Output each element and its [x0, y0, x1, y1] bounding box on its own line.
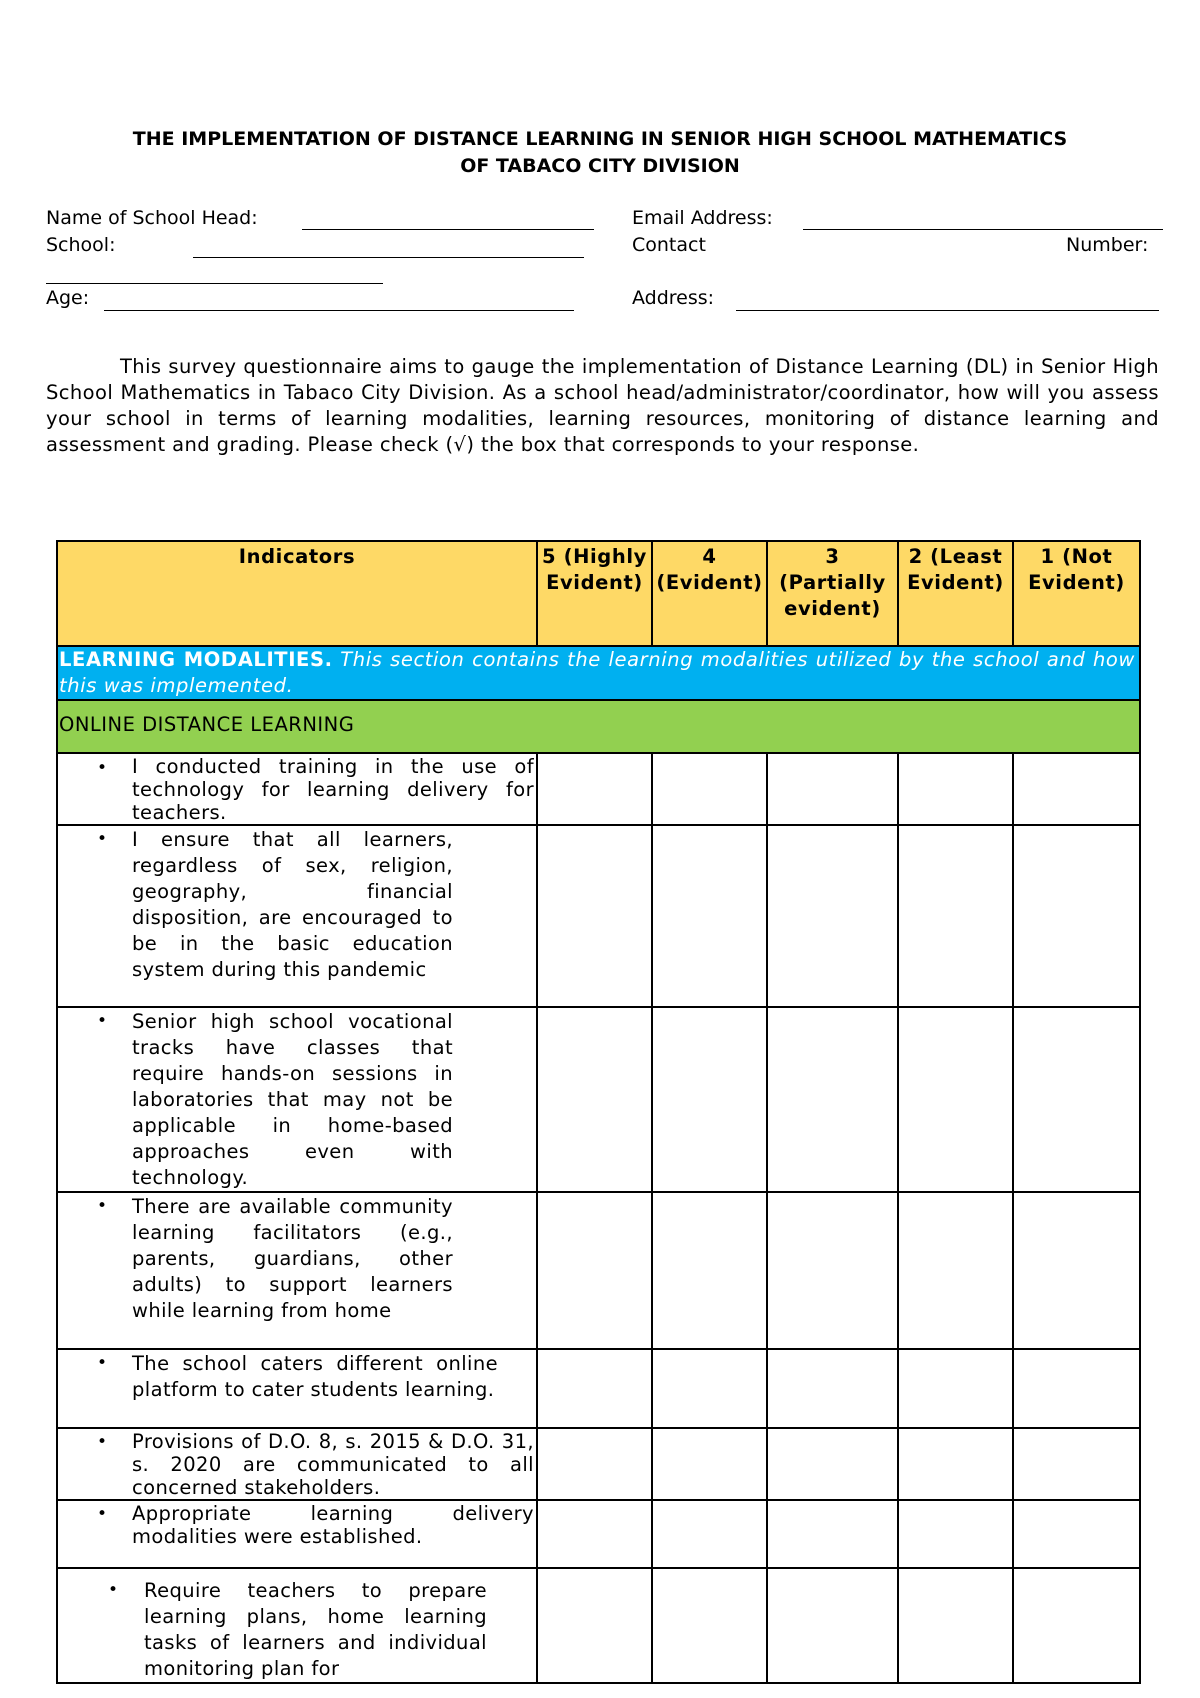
rating-4-checkbox[interactable] — [652, 1007, 767, 1192]
indicator-text: Require teachers to prepare learning plans, home learning tasks of learners and individual monitoring plan for — [144, 1579, 487, 1680]
title-line-2: OF TABACO CITY DIVISION — [460, 155, 740, 177]
header-least-evident: 2 (Least Evident) — [898, 541, 1013, 646]
section-row-learning-modalities — [57, 646, 1140, 700]
rating-5-checkbox[interactable] — [537, 825, 652, 1007]
intro-text: This survey questionnaire aims to gauge the implementation of Distance Learning (DL) in Senior High School Mathematics in Tabaco City Division. As a school head/administrator/coordinator, how will you assess your school in terms of learning modalities, learning resources, monitoring of distance learning and assessment and grading. Please check (√) the box that corresponds to your response. — [46, 355, 1159, 456]
rating-3-checkbox[interactable] — [767, 1500, 898, 1568]
indicator-cell — [57, 1500, 537, 1568]
header-indicators: Indicators — [57, 541, 537, 646]
survey-table — [56, 540, 1141, 1684]
indicator-cell — [57, 1428, 537, 1500]
rating-5-checkbox[interactable] — [537, 1007, 652, 1192]
rating-1-checkbox[interactable] — [1013, 1349, 1140, 1428]
number-label: Number: — [1066, 234, 1149, 256]
rating-2-checkbox[interactable] — [898, 1500, 1013, 1568]
rating-4-checkbox[interactable] — [652, 1428, 767, 1500]
rating-1-checkbox[interactable] — [1013, 1007, 1140, 1192]
rating-3-checkbox[interactable] — [767, 825, 898, 1007]
email-field[interactable] — [803, 229, 1163, 230]
rating-5-checkbox[interactable] — [537, 1349, 652, 1428]
rating-5-checkbox[interactable] — [537, 1192, 652, 1349]
school-field-continuation[interactable] — [46, 283, 383, 284]
bullet-icon: • — [97, 758, 108, 778]
rating-3-checkbox[interactable] — [767, 1007, 898, 1192]
rating-3-checkbox[interactable] — [767, 1428, 898, 1500]
intro-paragraph — [46, 354, 1159, 458]
rating-4-checkbox[interactable] — [652, 1500, 767, 1568]
school-label: School: — [46, 234, 116, 256]
rating-4-checkbox[interactable] — [652, 1192, 767, 1349]
header-evident: 4 (Evident) — [652, 541, 767, 646]
rating-4-checkbox[interactable] — [652, 1568, 767, 1683]
document-title — [40, 126, 1160, 180]
rating-2-checkbox[interactable] — [898, 1007, 1013, 1192]
email-label: Email Address: — [632, 207, 773, 229]
header-partially-evident: 3 (Partially evident) — [767, 541, 898, 646]
bullet-icon: • — [97, 1353, 108, 1373]
section-title: LEARNING MODALITIES. — [59, 648, 333, 671]
rating-4-checkbox[interactable] — [652, 753, 767, 825]
rating-1-checkbox[interactable] — [1013, 1192, 1140, 1349]
address-field[interactable] — [736, 310, 1159, 311]
rating-1-checkbox[interactable] — [1013, 753, 1140, 825]
rating-2-checkbox[interactable] — [898, 1192, 1013, 1349]
indicator-cell — [57, 825, 537, 1007]
table-row — [57, 1192, 1140, 1349]
indicator-cell — [57, 1349, 537, 1428]
indicator-text: Senior high school vocational tracks have classes that require hands-on sessions in laboratories that may not be applicable in home-based approaches even with technology. — [132, 1010, 453, 1189]
rating-2-checkbox[interactable] — [898, 753, 1013, 825]
indicator-cell — [57, 1568, 537, 1683]
rating-5-checkbox[interactable] — [537, 1428, 652, 1500]
bullet-icon: • — [97, 1011, 108, 1031]
table-row — [57, 1568, 1140, 1683]
rating-2-checkbox[interactable] — [898, 1349, 1013, 1428]
table-row — [57, 1349, 1140, 1428]
indicator-cell — [57, 1192, 537, 1349]
table-row — [57, 1428, 1140, 1500]
contact-label: Contact — [632, 234, 706, 256]
rating-1-checkbox[interactable] — [1013, 825, 1140, 1007]
rating-1-checkbox[interactable] — [1013, 1500, 1140, 1568]
table-row — [57, 1007, 1140, 1192]
address-label: Address: — [632, 287, 715, 309]
indicator-text: Provisions of D.O. 8, s. 2015 & D.O. 31, s. 2020 are communicated to all concerned stakeholders. — [132, 1430, 534, 1499]
rating-2-checkbox[interactable] — [898, 1428, 1013, 1500]
rating-3-checkbox[interactable] — [767, 1349, 898, 1428]
age-field[interactable] — [104, 310, 574, 311]
bullet-icon: • — [97, 1432, 108, 1452]
rating-1-checkbox[interactable] — [1013, 1428, 1140, 1500]
section-description: This section contains the learning modalities utilized by the school and how this was implemented. — [59, 648, 1135, 697]
rating-1-checkbox[interactable] — [1013, 1568, 1140, 1683]
school-head-label: Name of School Head: — [46, 207, 258, 229]
rating-5-checkbox[interactable] — [537, 1500, 652, 1568]
subsection-row-online-distance-learning — [57, 700, 1140, 753]
rating-5-checkbox[interactable] — [537, 753, 652, 825]
rating-2-checkbox[interactable] — [898, 1568, 1013, 1683]
title-line-1: THE IMPLEMENTATION OF DISTANCE LEARNING IN SENIOR HIGH SCHOOL MATHEMATICS — [132, 128, 1068, 150]
bullet-icon: • — [97, 1504, 108, 1524]
school-field[interactable] — [193, 257, 584, 258]
rating-4-checkbox[interactable] — [652, 1349, 767, 1428]
indicator-cell — [57, 753, 537, 825]
table-row — [57, 753, 1140, 825]
bullet-icon: • — [97, 829, 108, 849]
indicator-text: I ensure that all learners, regardless of sex, religion, geography, financial disposition, are encouraged to be in the basic education system during this pandemic — [132, 828, 453, 981]
header-highly-evident: 5 (Highly Evident) — [537, 541, 652, 646]
table-row — [57, 825, 1140, 1007]
rating-3-checkbox[interactable] — [767, 1192, 898, 1349]
indicator-text: There are available community learning facilitators (e.g., parents, guardians, other adults) to support learners while learning from home — [132, 1195, 453, 1322]
rating-3-checkbox[interactable] — [767, 753, 898, 825]
indicator-text: I conducted training in the use of technology for learning delivery for teachers. — [132, 755, 534, 824]
header-not-evident: 1 (Not Evident) — [1013, 541, 1140, 646]
rating-3-checkbox[interactable] — [767, 1568, 898, 1683]
age-label: Age: — [46, 287, 90, 309]
table-row — [57, 1500, 1140, 1568]
bullet-icon: • — [97, 1196, 108, 1216]
rating-2-checkbox[interactable] — [898, 825, 1013, 1007]
indicator-cell — [57, 1007, 537, 1192]
indicator-text: Appropriate learning delivery modalities were established. — [132, 1502, 534, 1548]
school-head-field[interactable] — [302, 229, 594, 230]
rating-4-checkbox[interactable] — [652, 825, 767, 1007]
rating-5-checkbox[interactable] — [537, 1568, 652, 1683]
subsection-title: ONLINE DISTANCE LEARNING — [57, 700, 1140, 753]
indicator-text: The school caters different online platform to cater students learning. — [132, 1352, 498, 1401]
bullet-icon: • — [108, 1580, 119, 1600]
